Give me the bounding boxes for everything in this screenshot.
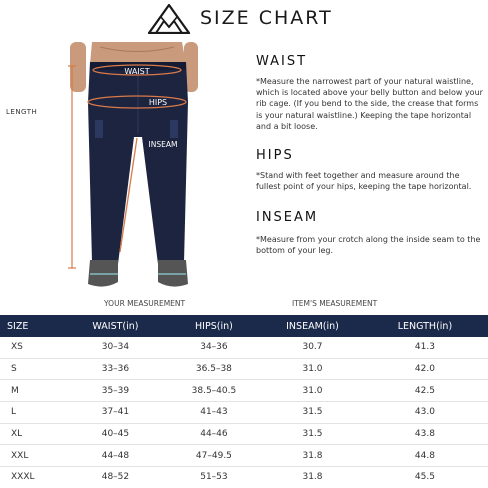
size-cell: XXXL [11, 472, 35, 483]
table-row [0, 337, 488, 358]
figure-label-inseam: INSEAM [148, 140, 178, 149]
length-cell: 42.0 [362, 358, 488, 380]
size-cell: L [0, 402, 66, 424]
waist-cell: 30–34 [66, 337, 165, 358]
hips-description: *Stand with feet together and measure around the fullest point of your hips, keeping the tape horizontal. [256, 171, 472, 192]
table-row [0, 358, 488, 380]
pants-model-figure [0, 42, 250, 292]
hips-cell: 47–49.5 [165, 445, 263, 467]
size-cell: XXL [0, 445, 66, 467]
length-cell: 45.5 [414, 472, 435, 483]
size-cell: S [0, 358, 66, 380]
size-cell: M [0, 380, 66, 402]
size-cell: XL [0, 423, 66, 445]
hips-heading: HIPS [256, 148, 294, 163]
your-measurement-label: YOUR MEASUREMENT [104, 299, 186, 308]
waist-description: *Measure the narrowest part of your natural waistline, which is located above your belly button and below your rib cage. (If you bend to the side, the crease that forms is your natural waistline.) Keeping the tape horizontal and a bit loose. [256, 77, 483, 131]
inseam-cell: 31.0 [263, 380, 362, 402]
inseam-heading: INSEAM [256, 210, 319, 225]
waist-cell: 33–36 [66, 358, 165, 380]
inseam-cell: 31.5 [263, 423, 362, 445]
column-header: WAIST(in) [66, 315, 165, 337]
hips-cell: 34–36 [165, 337, 263, 358]
figure-label-hips: HIPS [148, 98, 168, 107]
length-cell: 42.5 [362, 380, 488, 402]
column-header: INSEAM(in) [263, 315, 362, 337]
figure-label-length: LENGTH [6, 108, 38, 116]
hips-cell: 51–53 [200, 472, 228, 483]
items-measurement-label: ITEM'S MEASUREMENT [292, 299, 378, 308]
inseam-cell: 31.8 [263, 445, 362, 467]
hips-cell: 38.5–40.5 [165, 380, 263, 402]
column-header: HIPS(in) [165, 315, 263, 337]
waist-cell: 35–39 [66, 380, 165, 402]
header [0, 0, 488, 38]
inseam-cell: 31.8 [302, 472, 323, 483]
table-row [0, 467, 488, 488]
waist-heading: WAIST [256, 54, 308, 69]
table-row [0, 445, 488, 467]
table-row [0, 402, 488, 424]
waist-cell: 37–41 [66, 402, 165, 424]
table-row [0, 423, 488, 445]
length-cell: 43.0 [362, 402, 488, 424]
waist-cell: 48–52 [101, 472, 130, 483]
table-row [0, 380, 488, 402]
figure-label-waist: WAIST [124, 67, 150, 76]
waist-cell: 44–48 [66, 445, 165, 467]
length-cell: 41.3 [362, 337, 488, 358]
column-header: LENGTH(in) [362, 315, 488, 337]
length-cell: 43.8 [362, 423, 488, 445]
inseam-description: *Measure from your crotch along the inside seam to the bottom of your leg. [256, 235, 481, 256]
table-header-row [0, 315, 488, 337]
inseam-cell: 31.5 [263, 402, 362, 424]
inseam-cell: 31.0 [263, 358, 362, 380]
hips-cell: 36.5–38 [165, 358, 263, 380]
length-cell: 44.8 [362, 445, 488, 467]
column-header: SIZE [0, 315, 66, 337]
size-table [0, 315, 488, 488]
hips-cell: 44–46 [165, 423, 263, 445]
size-cell: XS [0, 337, 66, 358]
hips-cell: 41–43 [165, 402, 263, 424]
mountain-triangle-logo-icon [148, 4, 190, 34]
inseam-cell: 30.7 [263, 337, 362, 358]
waist-cell: 40–45 [66, 423, 165, 445]
page-title: SIZE CHART [200, 7, 333, 29]
